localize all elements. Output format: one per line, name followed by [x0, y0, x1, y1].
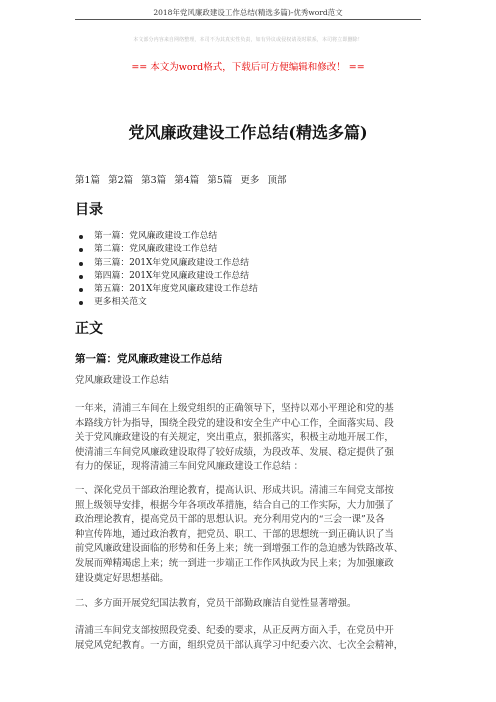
paragraph: 清浦三车间党支部按照段党委、纪委的要求，从正反两方面入手，在党员中开 展党风党纪教育。一方面，组织党员干部认真学习中纪委六次、七次全会精神， [75, 625, 404, 651]
paragraph: 一年来，清浦三车间在上级党组织的正确领导下，坚持以邓小平理论和党的基 本路线方针为指导，围绕全段党的建设和安全生产中心工作，全面落实局、段 关于党风廉政建设的有关规定，突出重点，狠抓落实，积极主动地开展工作， 使清浦三车间党风廉政建设取得了较好成绩，为段改革、发展、稳定提供了强 有力的保证，现将清浦三车间党风廉政建设工作总结 ： [75, 403, 394, 473]
toc-item[interactable]: 第四篇：201X年党风廉政建设工作总结 [75, 270, 258, 283]
toc-item[interactable]: 第一篇：党风廉政建设工作总结 [75, 230, 258, 243]
format-notice: == 本文为word格式，下载后可方便编辑和修改！ == [131, 62, 365, 73]
toc-heading: 目录 [75, 202, 103, 218]
header-divider [75, 19, 421, 20]
nav-link-3[interactable]: 第3篇 [141, 175, 167, 186]
paragraph: 党风廉政建设工作总结 [75, 375, 169, 386]
toc-item[interactable]: 更多相关范文 [75, 296, 258, 309]
toc-list [75, 230, 258, 310]
nav-link-more[interactable]: 更多 [240, 175, 260, 186]
document-title: 党风廉政建设工作总结(精选多篇) [128, 123, 368, 142]
nav-link-1[interactable]: 第1篇 [75, 175, 101, 186]
body-heading: 正文 [75, 321, 103, 337]
nav-link-4[interactable]: 第4篇 [174, 175, 200, 186]
paragraph: 一、深化党员干部政治理论教育，提高认识、形成共识。清浦三车间党支部按 照上级领导安排，根据今年各项改革措施，结合自己的工作实际，大力加强了 政治理论教育，提高党员干部的思想认识。充分利用党内的“三会一课”及各 种宣传阵地，通过政治教育，把党员、职工、干部的思想统一到正确认识了当 前党风廉政建设面临的形势和任务上来；统一到增强工作的急迫感为铁路改革、 发展而殚精竭虑上来；统一到进一步端正工作作风执政为民上来；为加强廉政 建设奠定好思想基础。 [75, 485, 404, 584]
toc-item[interactable]: 第三篇：201X年党风廉政建设工作总结 [75, 257, 258, 270]
nav-link-2[interactable]: 第2篇 [108, 175, 134, 186]
paragraph: 二、多方面开展党纪国法教育，党员干部勤政廉洁自觉性显著增强。 [75, 598, 357, 609]
nav-link-5[interactable]: 第5篇 [207, 175, 233, 186]
article-nav [75, 172, 291, 186]
toc-item[interactable]: 第二篇：党风廉政建设工作总结 [75, 243, 258, 256]
disclaimer-text: 本文部分内容来自网络整理，本司不为其真实性负责，如有异议或侵权请及时联系，本司将立即删除！ [133, 37, 363, 43]
page-header-title: 2018年党风廉政建设工作总结(精选多篇)-优秀word范文 [153, 8, 343, 17]
nav-link-top[interactable]: 顶部 [267, 175, 287, 186]
toc-item[interactable]: 第五篇：201X年度党风廉政建设工作总结 [75, 283, 258, 296]
section-title: 第一篇：党风廉政建设工作总结 [75, 353, 222, 365]
